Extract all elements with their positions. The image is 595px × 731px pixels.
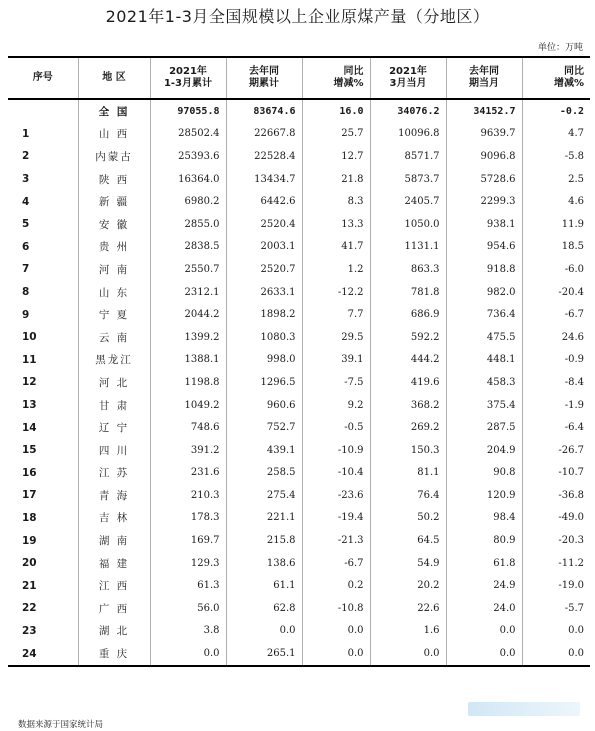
cell-month-yoy: -19.0	[522, 574, 590, 597]
cell-cumulative-prev: 998.0	[226, 349, 302, 372]
cell-month-prev: 375.4	[446, 394, 522, 417]
cell-month-prev: 448.1	[446, 349, 522, 372]
table-row	[8, 190, 590, 213]
cell-month-yoy: -6.4	[522, 416, 590, 439]
cell-cumulative-prev: 2003.1	[226, 236, 302, 259]
cell-index: 9	[22, 308, 30, 321]
cell-cumulative: 61.3	[150, 574, 226, 597]
cell-cumulative: 0.0	[150, 642, 226, 666]
cell-cumulative-prev: 265.1	[226, 642, 302, 666]
cell-region: 河 南	[78, 258, 150, 281]
cell-cumulative-prev: 221.1	[226, 507, 302, 530]
cell-cumulative-yoy: -12.2	[302, 281, 370, 304]
cell-month-yoy: -1.9	[522, 394, 590, 417]
cell-region: 内蒙古	[78, 145, 150, 168]
table-row	[8, 416, 590, 439]
cell-month: 1.6	[370, 620, 446, 643]
cell-month-prev: 98.4	[446, 507, 522, 530]
col-header-line: 增减%	[553, 78, 584, 89]
cell-cumulative-prev: 61.1	[226, 574, 302, 597]
cell-month: 419.6	[370, 371, 446, 394]
cell-month: 686.9	[370, 303, 446, 326]
table-row	[8, 597, 590, 620]
cell-month-prev: 0.0	[446, 642, 522, 666]
col-header-index: 序号	[8, 57, 78, 99]
col-header-line: 2021年	[389, 66, 427, 77]
cell-index: 13	[22, 399, 37, 412]
col-header-line: 去年同	[249, 66, 279, 77]
cell-cumulative-yoy: -10.4	[302, 462, 370, 485]
cell-month-yoy: -0.9	[522, 349, 590, 372]
table-row	[8, 462, 590, 485]
cell-month-yoy: 24.6	[522, 326, 590, 349]
table-row	[8, 620, 590, 643]
cell-cumulative-yoy: 29.5	[302, 326, 370, 349]
cell-cumulative-yoy: 16.0	[302, 99, 370, 123]
cell-region: 陕 西	[78, 168, 150, 191]
cell-month-prev: 24.9	[446, 574, 522, 597]
cell-month-yoy: -36.8	[522, 484, 590, 507]
cell-cumulative-prev: 62.8	[226, 597, 302, 620]
cell-cumulative: 25393.6	[150, 145, 226, 168]
cell-cumulative-prev: 2520.4	[226, 213, 302, 236]
cell-region: 河 北	[78, 371, 150, 394]
cell-month-prev: 918.8	[446, 258, 522, 281]
cell-region: 四 川	[78, 439, 150, 462]
col-header-month	[370, 57, 446, 99]
table-row-total	[8, 99, 590, 123]
table-row	[8, 529, 590, 552]
cell-month-prev: 61.8	[446, 552, 522, 575]
cell-cumulative-yoy: -23.6	[302, 484, 370, 507]
cell-month-prev: 9639.7	[446, 123, 522, 146]
cell-index: 20	[22, 557, 37, 570]
cell-month: 781.8	[370, 281, 446, 304]
cell-cumulative: 1198.8	[150, 371, 226, 394]
cell-month-yoy: -49.0	[522, 507, 590, 530]
cell-cumulative-yoy: 8.3	[302, 190, 370, 213]
cell-cumulative-prev: 22528.4	[226, 145, 302, 168]
cell-month: 269.2	[370, 416, 446, 439]
cell-cumulative-prev: 0.0	[226, 620, 302, 643]
col-header-cumulative-prev	[226, 57, 302, 99]
cell-month-yoy: -11.2	[522, 552, 590, 575]
cell-region: 广 西	[78, 597, 150, 620]
cell-month: 592.2	[370, 326, 446, 349]
cell-month-yoy: -26.7	[522, 439, 590, 462]
cell-index: 19	[22, 534, 37, 547]
cell-cumulative-yoy: 21.8	[302, 168, 370, 191]
col-header-line: 2021年	[169, 66, 207, 77]
cell-month: 10096.8	[370, 123, 446, 146]
cell-cumulative: 169.7	[150, 529, 226, 552]
cell-cumulative-yoy: 7.7	[302, 303, 370, 326]
cell-index: 23	[22, 624, 37, 637]
cell-index: 5	[22, 218, 30, 231]
cell-month-yoy: -8.4	[522, 371, 590, 394]
cell-region: 甘 肃	[78, 394, 150, 417]
cell-cumulative: 97055.8	[150, 99, 226, 123]
cell-month: 1050.0	[370, 213, 446, 236]
cell-month-prev: 24.0	[446, 597, 522, 620]
cell-cumulative-prev: 1296.5	[226, 371, 302, 394]
cell-month-prev: 0.0	[446, 620, 522, 643]
cell-cumulative-yoy: 1.2	[302, 258, 370, 281]
cell-cumulative-prev: 752.7	[226, 416, 302, 439]
cell-index: 17	[22, 489, 37, 502]
cell-month-prev: 9096.8	[446, 145, 522, 168]
cell-month: 76.4	[370, 484, 446, 507]
col-header-cumulative	[150, 57, 226, 99]
cell-month-yoy: -5.7	[522, 597, 590, 620]
cell-region: 福 建	[78, 552, 150, 575]
cell-cumulative: 56.0	[150, 597, 226, 620]
cell-month-yoy: -6.7	[522, 303, 590, 326]
cell-month-prev: 204.9	[446, 439, 522, 462]
cell-region: 江 西	[78, 574, 150, 597]
table-row	[8, 642, 590, 666]
cell-cumulative: 2044.2	[150, 303, 226, 326]
cell-cumulative-yoy: -19.4	[302, 507, 370, 530]
table-row	[8, 507, 590, 530]
cell-month-yoy: -6.0	[522, 258, 590, 281]
watermark-overlay	[468, 702, 580, 716]
cell-index: 2	[22, 150, 30, 163]
cell-month-prev: 954.6	[446, 236, 522, 259]
cell-cumulative: 6980.2	[150, 190, 226, 213]
cell-month: 2405.7	[370, 190, 446, 213]
cell-cumulative: 1399.2	[150, 326, 226, 349]
cell-month: 22.6	[370, 597, 446, 620]
cell-month-prev: 982.0	[446, 281, 522, 304]
cell-cumulative: 1049.2	[150, 394, 226, 417]
cell-month-yoy: -5.8	[522, 145, 590, 168]
cell-region: 黑龙江	[78, 349, 150, 372]
cell-month-yoy: 18.5	[522, 236, 590, 259]
cell-index: 16	[22, 466, 37, 479]
cell-cumulative-yoy: 13.3	[302, 213, 370, 236]
table-row	[8, 236, 590, 259]
cell-month-yoy: 0.0	[522, 620, 590, 643]
cell-cumulative: 2550.7	[150, 258, 226, 281]
cell-cumulative-yoy: -6.7	[302, 552, 370, 575]
cell-cumulative: 210.3	[150, 484, 226, 507]
cell-region: 湖 北	[78, 620, 150, 643]
cell-region: 重 庆	[78, 642, 150, 666]
source-note: 数据来源于国家统计局	[18, 720, 104, 730]
table-body	[8, 99, 590, 666]
cell-index: 10	[22, 331, 37, 344]
table-row	[8, 574, 590, 597]
cell-region: 山 西	[78, 123, 150, 146]
cell-cumulative-prev: 83674.6	[226, 99, 302, 123]
cell-index: 18	[22, 511, 37, 524]
cell-month-yoy: 4.6	[522, 190, 590, 213]
cell-cumulative-prev: 1898.2	[226, 303, 302, 326]
cell-region: 云 南	[78, 326, 150, 349]
table-row	[8, 439, 590, 462]
page-title: 2021年1-3月全国规模以上企业原煤产量（分地区）	[105, 7, 490, 26]
cell-region: 安 徽	[78, 213, 150, 236]
cell-index: 3	[22, 173, 30, 186]
cell-month: 8571.7	[370, 145, 446, 168]
cell-region: 吉 林	[78, 507, 150, 530]
cell-cumulative: 3.8	[150, 620, 226, 643]
cell-month-prev: 2299.3	[446, 190, 522, 213]
col-header-line: 同比	[564, 66, 584, 77]
cell-cumulative-prev: 215.8	[226, 529, 302, 552]
table-row	[8, 123, 590, 146]
cell-region: 宁 夏	[78, 303, 150, 326]
cell-cumulative: 178.3	[150, 507, 226, 530]
table-row	[8, 303, 590, 326]
col-header-line: 期累计	[249, 78, 279, 89]
cell-cumulative: 391.2	[150, 439, 226, 462]
cell-cumulative: 231.6	[150, 462, 226, 485]
cell-index: 6	[22, 240, 30, 253]
col-header-line: 去年同	[469, 66, 499, 77]
cell-cumulative: 28502.4	[150, 123, 226, 146]
cell-month: 50.2	[370, 507, 446, 530]
cell-cumulative-yoy: 12.7	[302, 145, 370, 168]
cell-month-prev: 458.3	[446, 371, 522, 394]
cell-month-yoy: 11.9	[522, 213, 590, 236]
cell-month-prev: 34152.7	[446, 99, 522, 123]
table-row	[8, 326, 590, 349]
cell-region: 贵 州	[78, 236, 150, 259]
cell-month-yoy: -0.2	[522, 99, 590, 123]
table-row	[8, 349, 590, 372]
cell-index: 14	[22, 421, 37, 434]
cell-cumulative: 2855.0	[150, 213, 226, 236]
col-header-region: 地 区	[78, 57, 150, 99]
cell-month-yoy: -20.3	[522, 529, 590, 552]
cell-cumulative: 2312.1	[150, 281, 226, 304]
cell-index: 12	[22, 376, 37, 389]
coal-production-table	[8, 56, 590, 667]
col-header-month-prev	[446, 57, 522, 99]
cell-cumulative-prev: 2633.1	[226, 281, 302, 304]
cell-month: 81.1	[370, 462, 446, 485]
cell-index: 24	[8, 642, 78, 666]
cell-index: 7	[22, 263, 30, 276]
table-header-row	[8, 57, 590, 99]
cell-month: 863.3	[370, 258, 446, 281]
cell-month-yoy: -10.7	[522, 462, 590, 485]
cell-cumulative-yoy: 25.7	[302, 123, 370, 146]
cell-month-prev: 475.5	[446, 326, 522, 349]
cell-cumulative: 1388.1	[150, 349, 226, 372]
cell-month-prev: 90.8	[446, 462, 522, 485]
cell-cumulative-prev: 2520.7	[226, 258, 302, 281]
cell-region: 江 苏	[78, 462, 150, 485]
cell-cumulative: 129.3	[150, 552, 226, 575]
col-header-line: 期当月	[469, 78, 499, 89]
cell-month: 54.9	[370, 552, 446, 575]
cell-cumulative-prev: 439.1	[226, 439, 302, 462]
cell-month-prev: 80.9	[446, 529, 522, 552]
table-row	[8, 484, 590, 507]
cell-month: 444.2	[370, 349, 446, 372]
cell-index: 15	[22, 444, 37, 457]
table-row	[8, 168, 590, 191]
unit-label: 单位：万吨	[537, 43, 583, 53]
cell-month-prev: 5728.6	[446, 168, 522, 191]
cell-month-yoy: -20.4	[522, 281, 590, 304]
cell-region: 山 东	[78, 281, 150, 304]
cell-cumulative-prev: 258.5	[226, 462, 302, 485]
cell-index: 1	[22, 127, 30, 140]
cell-cumulative-yoy: -0.5	[302, 416, 370, 439]
col-header-month-yoy	[522, 57, 590, 99]
cell-cumulative-prev: 1080.3	[226, 326, 302, 349]
cell-region: 新 疆	[78, 190, 150, 213]
cell-month-yoy: 0.0	[522, 642, 590, 666]
table-row	[8, 213, 590, 236]
cell-month: 0.0	[370, 642, 446, 666]
cell-cumulative-yoy: 9.2	[302, 394, 370, 417]
col-header-line: 增减%	[333, 78, 364, 89]
cell-month: 1131.1	[370, 236, 446, 259]
cell-index: 11	[22, 353, 37, 366]
cell-cumulative-yoy: -7.5	[302, 371, 370, 394]
table-row	[8, 258, 590, 281]
col-header-line: 1-3月累计	[163, 78, 213, 89]
cell-month: 20.2	[370, 574, 446, 597]
cell-month-prev: 736.4	[446, 303, 522, 326]
cell-index: 21	[22, 579, 37, 592]
col-header-line: 同比	[343, 66, 364, 77]
cell-cumulative-prev: 138.6	[226, 552, 302, 575]
cell-cumulative-yoy: -10.9	[302, 439, 370, 462]
cell-cumulative-yoy: 0.2	[302, 574, 370, 597]
cell-month-yoy: 2.5	[522, 168, 590, 191]
cell-month: 368.2	[370, 394, 446, 417]
cell-cumulative: 748.6	[150, 416, 226, 439]
cell-month-yoy: 4.7	[522, 123, 590, 146]
cell-cumulative-yoy: -21.3	[302, 529, 370, 552]
cell-cumulative-yoy: 0.0	[302, 620, 370, 643]
cell-cumulative-yoy: 39.1	[302, 349, 370, 372]
cell-cumulative-prev: 960.6	[226, 394, 302, 417]
cell-cumulative-prev: 22667.8	[226, 123, 302, 146]
cell-cumulative-prev: 13434.7	[226, 168, 302, 191]
cell-cumulative-prev: 6442.6	[226, 190, 302, 213]
cell-index: 22	[22, 602, 37, 615]
cell-cumulative: 16364.0	[150, 168, 226, 191]
table-row	[8, 145, 590, 168]
cell-index	[8, 99, 78, 123]
cell-cumulative-yoy: 41.7	[302, 236, 370, 259]
cell-month: 64.5	[370, 529, 446, 552]
col-header-cumulative-yoy	[302, 57, 370, 99]
table-row	[8, 371, 590, 394]
cell-region: 全 国	[78, 99, 150, 123]
cell-index: 8	[22, 286, 30, 299]
cell-month-prev: 287.5	[446, 416, 522, 439]
table-row	[8, 281, 590, 304]
cell-cumulative-yoy: -10.8	[302, 597, 370, 620]
cell-month-prev: 120.9	[446, 484, 522, 507]
cell-region: 辽 宁	[78, 416, 150, 439]
cell-month: 150.3	[370, 439, 446, 462]
cell-region: 青 海	[78, 484, 150, 507]
cell-index: 4	[22, 195, 30, 208]
cell-cumulative: 2838.5	[150, 236, 226, 259]
table-row	[8, 552, 590, 575]
cell-month: 34076.2	[370, 99, 446, 123]
cell-month-prev: 938.1	[446, 213, 522, 236]
cell-region: 湖 南	[78, 529, 150, 552]
cell-cumulative-prev: 275.4	[226, 484, 302, 507]
cell-month: 5873.7	[370, 168, 446, 191]
cell-cumulative-yoy: 0.0	[302, 642, 370, 666]
col-header-line: 3月当月	[389, 78, 427, 89]
table-row	[8, 394, 590, 417]
